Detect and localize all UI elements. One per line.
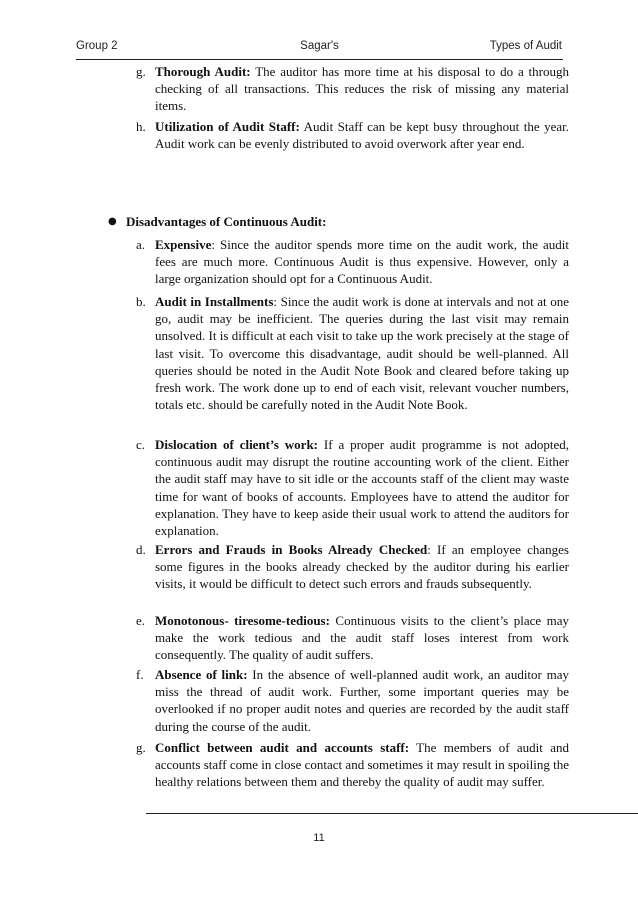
item-title: Absence of link:	[155, 667, 248, 682]
list-item	[136, 666, 569, 735]
item-title: Monotonous- tiresome-tedious:	[155, 613, 330, 628]
item-title: Expensive	[155, 237, 212, 252]
item-text	[155, 666, 569, 735]
bullet-icon: ●	[108, 216, 117, 227]
list-item	[136, 436, 569, 539]
item-marker: e.	[136, 613, 146, 628]
header-center: Sagar's	[300, 40, 339, 52]
footer-divider	[146, 813, 638, 814]
item-title: Thorough Audit:	[155, 64, 251, 79]
list-item	[136, 236, 569, 288]
item-title: Errors and Frauds in Books Already Checked	[155, 542, 428, 557]
section-title: Disadvantages of Continuous Audit:	[126, 214, 327, 229]
item-marker: a.	[136, 237, 146, 252]
page-header	[76, 39, 563, 60]
item-marker: g.	[136, 64, 146, 79]
item-text	[155, 436, 569, 539]
list-item	[136, 118, 569, 152]
list-item	[136, 739, 569, 791]
item-marker: c.	[136, 437, 146, 452]
item-body: : Since the audit work is done at intervals and not at one go, audit may be inefficient. The queries during the last visit may remain unsolved. It is difficult at each visit to take up the work precisely at the stage of last visit. To overcome this disadvantage, audit should be well-planned. All queries should be noted in the Audit Note Book and cleared before taking up fresh work. The work done up to end of each visit, relevant voucher numbers, totals etc. should be carefully noted in the Audit Note Book.	[155, 294, 569, 413]
item-title: Utilization of Audit Staff:	[155, 119, 300, 134]
item-body: Audit Staff can be kept busy throughout the year. Audit work can be evenly distributed to avoid overwork after year end.	[155, 119, 569, 152]
item-body: In the absence of well-planned audit work, an auditor may miss the thread of audit work. Further, some important queries may be overlooked if no proper audit notes and queries are recorded by the audit staff during the course of the audit.	[155, 667, 570, 734]
item-title: Audit in Installments	[155, 294, 274, 309]
list-item	[136, 612, 569, 664]
item-text	[155, 612, 569, 664]
item-marker: h.	[136, 119, 146, 134]
item-body: If a proper audit programme is not adopted, continuous audit may disrupt the routine accounting work of the client. Either the audit staff may have to sit idle or the accounts staff of the client may waste time for want of books of accounts. Employees have to attend the auditor for explanation. They have to keep aside their usual work to attend the auditors for explanation.	[155, 437, 569, 539]
item-marker: b.	[136, 294, 146, 309]
item-title: Conflict between audit and accounts staff:	[155, 740, 410, 755]
page-number: 11	[313, 832, 325, 844]
item-body: : Since the auditor spends more time on the audit work, the audit fees are much more. Continuous Audit is thus expensive. However, only a large organization should opt for a Continuous Audit.	[155, 237, 569, 287]
item-title: Dislocation of client’s work:	[155, 437, 319, 452]
list-item	[136, 63, 569, 115]
item-text	[155, 236, 569, 288]
item-text	[155, 293, 569, 413]
header-left: Group 2	[76, 40, 118, 52]
item-text	[155, 63, 569, 115]
list-item	[136, 293, 569, 413]
item-text	[155, 739, 569, 791]
item-body: The auditor has more time at his disposal to do a through checking of all transactions. This reduces the risk of missing any material items.	[155, 64, 569, 114]
item-body: Continuous visits to the client’s place may make the work tedious and the audit staff loses interest from work consequently. The quality of audit suffers.	[155, 613, 569, 663]
item-body: : If an employee changes some figures in the books already checked by the auditor during his earlier visits, it would be difficult to detect such errors and frauds subsequently.	[155, 542, 569, 592]
item-text	[155, 541, 569, 593]
item-marker: f.	[136, 667, 144, 682]
item-text	[155, 118, 569, 152]
item-marker: d.	[136, 542, 146, 557]
header-right: Types of Audit	[489, 40, 562, 52]
list-item	[136, 541, 569, 593]
item-marker: g.	[136, 740, 146, 755]
item-body: The members of audit and accounts staff come in close contact and sometimes it may result in spoiling the healthy relations between them and thereby the quality of audit may suffer.	[155, 740, 569, 790]
